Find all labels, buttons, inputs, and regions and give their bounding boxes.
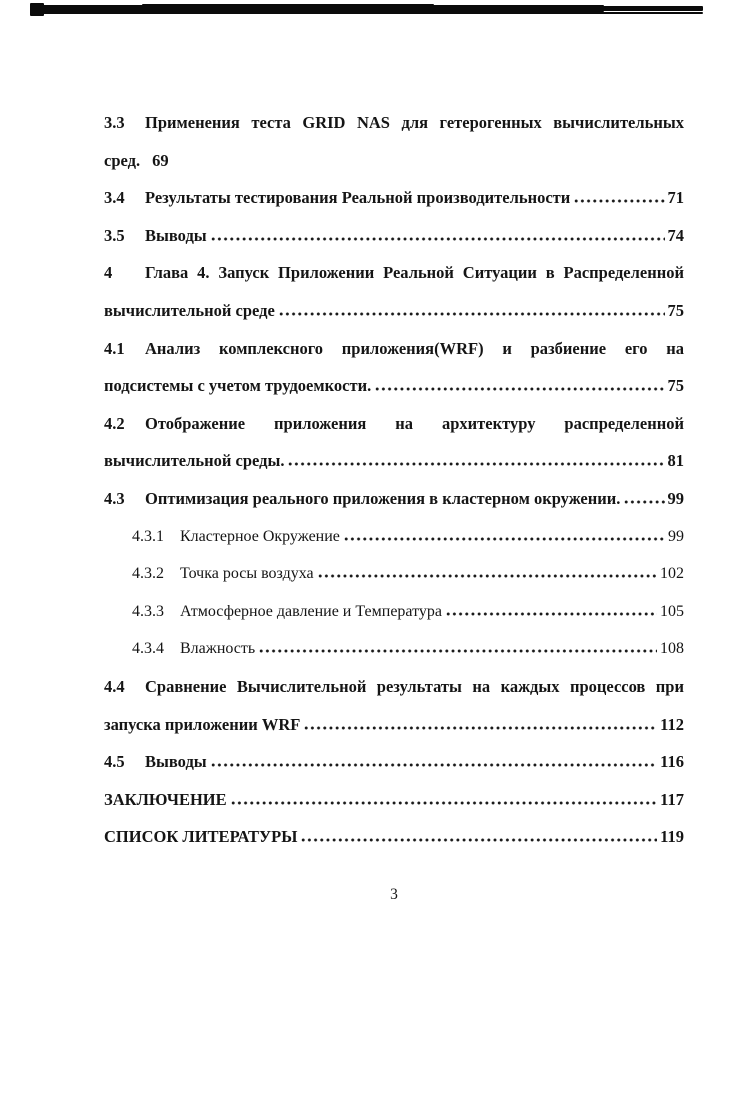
- toc-entry-number: 4: [104, 263, 113, 283]
- toc-entry-number: 4.5: [104, 752, 125, 772]
- toc-entry-number: 4.3: [104, 488, 125, 508]
- toc-entry-page: 116: [660, 752, 684, 772]
- dot-leader: [211, 762, 657, 768]
- toc-entry: [104, 254, 684, 329]
- toc-entry-number: 3.5: [104, 225, 125, 245]
- dot-leader: [375, 386, 664, 392]
- toc-entry-page: 69: [152, 150, 169, 170]
- dot-leader: [288, 461, 664, 467]
- toc-entry-first-line: [104, 330, 684, 368]
- toc-entry-line: [132, 593, 684, 631]
- toc-entry-title: Влажность: [180, 640, 256, 658]
- toc-entry-title: Применения теста GRID NAS для гетерогенных вычислительных: [145, 113, 684, 132]
- dot-leader: [624, 499, 664, 505]
- toc-entry: [104, 743, 684, 781]
- toc-entry-line: [104, 179, 684, 217]
- toc-entry-title-continued: вычислительной среде: [104, 300, 275, 320]
- toc-entry-number: 4.3.2: [132, 565, 164, 583]
- toc-entry: [104, 179, 684, 217]
- toc-entry-page: 99: [667, 488, 684, 508]
- toc-entry-title: Сравнение Вычислительной результаты на каждых процессов при: [145, 676, 684, 696]
- toc-entry: [104, 518, 684, 556]
- toc-entry-title: Глава 4. Запуск Приложении Реальной Ситуации в Распределенной: [145, 263, 684, 283]
- toc-entry: [104, 330, 684, 405]
- toc-entry-number: 3.3: [104, 113, 125, 132]
- toc-entry-title: ЗАКЛЮЧЕНИЕ: [104, 789, 227, 809]
- dot-leader: [574, 198, 664, 204]
- toc-entry-title: Кластерное Окружение: [180, 527, 340, 545]
- toc-entry-title: Результаты тестирования Реальной производительности: [145, 188, 571, 208]
- toc-entry-title: Анализ комплексного приложения(WRF) и разбиение его на: [145, 338, 684, 358]
- toc-entry-page: 105: [660, 602, 684, 620]
- toc-entry-title: Атмосферное давление и Температура: [180, 602, 442, 620]
- toc-entry-line: [104, 367, 684, 405]
- dot-leader: [259, 648, 657, 654]
- toc-entry-title-continued: сред.: [104, 150, 141, 170]
- toc-entry-line: [104, 442, 684, 480]
- toc-entry-first-line: [104, 668, 684, 706]
- toc-entry-line: [104, 781, 684, 819]
- scan-artifact-segment: [602, 6, 703, 11]
- toc-entry-number: 4.3.4: [132, 640, 164, 658]
- toc-entry-line: [104, 217, 684, 255]
- toc-entry-page: 71: [667, 188, 684, 208]
- dot-leader: [231, 800, 658, 806]
- toc-entry-number: 4.2: [104, 413, 125, 433]
- scan-artifact-bar: [0, 0, 733, 20]
- dot-leader: [279, 311, 665, 317]
- toc-entry-title: Отображение приложения на архитектуру распределенной: [145, 413, 684, 433]
- toc-entry-page: 74: [667, 225, 684, 245]
- page-number: 3: [390, 886, 398, 903]
- toc-entry-page: 102: [660, 565, 684, 583]
- toc-entry-line: [132, 555, 684, 593]
- table-of-contents: [104, 104, 684, 856]
- toc-entry-title: Точка росы воздуха: [180, 565, 314, 583]
- toc-entry-page: 81: [667, 451, 684, 471]
- toc-entry: [104, 668, 684, 743]
- toc-entry-line: [104, 743, 684, 781]
- toc-entry-page: 112: [660, 714, 684, 734]
- toc-entry-line: [104, 706, 684, 744]
- toc-entry-page: 75: [667, 300, 684, 320]
- toc-entry-number: 4.3.1: [132, 527, 164, 545]
- scan-artifact-segment: [432, 5, 604, 12]
- scan-artifact-segment: [30, 12, 703, 14]
- dot-leader: [211, 236, 665, 242]
- toc-entry-first-line: [104, 104, 684, 142]
- toc-entry: [104, 593, 684, 631]
- toc-entry-line: [104, 292, 684, 330]
- dot-leader: [446, 611, 657, 617]
- toc-entry-title-continued: запуска приложении WRF: [104, 714, 301, 734]
- toc-entry-title: Выводы: [145, 225, 207, 245]
- toc-entry-title-continued: вычислительной среды.: [104, 451, 285, 471]
- toc-entry-first-line: [104, 254, 684, 292]
- page-footer: [104, 886, 684, 904]
- toc-entry-first-line: [104, 405, 684, 443]
- dot-leader: [318, 573, 657, 579]
- dot-leader: [304, 725, 657, 731]
- toc-entry-number: 4.4: [104, 676, 125, 696]
- toc-entry-line: [104, 480, 684, 518]
- toc-entry: [104, 630, 684, 668]
- toc-entry-number: 4.1: [104, 338, 125, 358]
- toc-entry: [104, 217, 684, 255]
- toc-entry: [104, 405, 684, 480]
- toc-entry-page: 99: [668, 527, 684, 545]
- toc-entry-line: [132, 518, 684, 556]
- toc-entry-line: [104, 818, 684, 856]
- toc-entry-page: 108: [660, 640, 684, 658]
- toc-entry: [104, 555, 684, 593]
- toc-entry-page: 75: [667, 376, 684, 396]
- toc-entry-line: [104, 142, 684, 180]
- toc-entry-title: Оптимизация реального приложения в кластерном окружении.: [145, 488, 621, 508]
- dot-leader: [301, 837, 657, 843]
- toc-entry: [104, 104, 684, 179]
- toc-entry: [104, 818, 684, 856]
- toc-entry-number: 3.4: [104, 188, 125, 208]
- toc-entry-page: 117: [660, 789, 684, 809]
- toc-entry-title-continued: подсистемы с учетом трудоемкости.: [104, 376, 372, 396]
- toc-entry: [104, 781, 684, 819]
- toc-entry: [104, 480, 684, 518]
- toc-entry-title: Выводы: [145, 752, 207, 772]
- toc-entry-title: СПИСОК ЛИТЕРАТУРЫ: [104, 827, 298, 847]
- toc-entry-line: [132, 630, 684, 668]
- toc-entry-page: 119: [660, 827, 684, 847]
- dot-leader: [344, 536, 665, 542]
- toc-entry-number: 4.3.3: [132, 602, 164, 620]
